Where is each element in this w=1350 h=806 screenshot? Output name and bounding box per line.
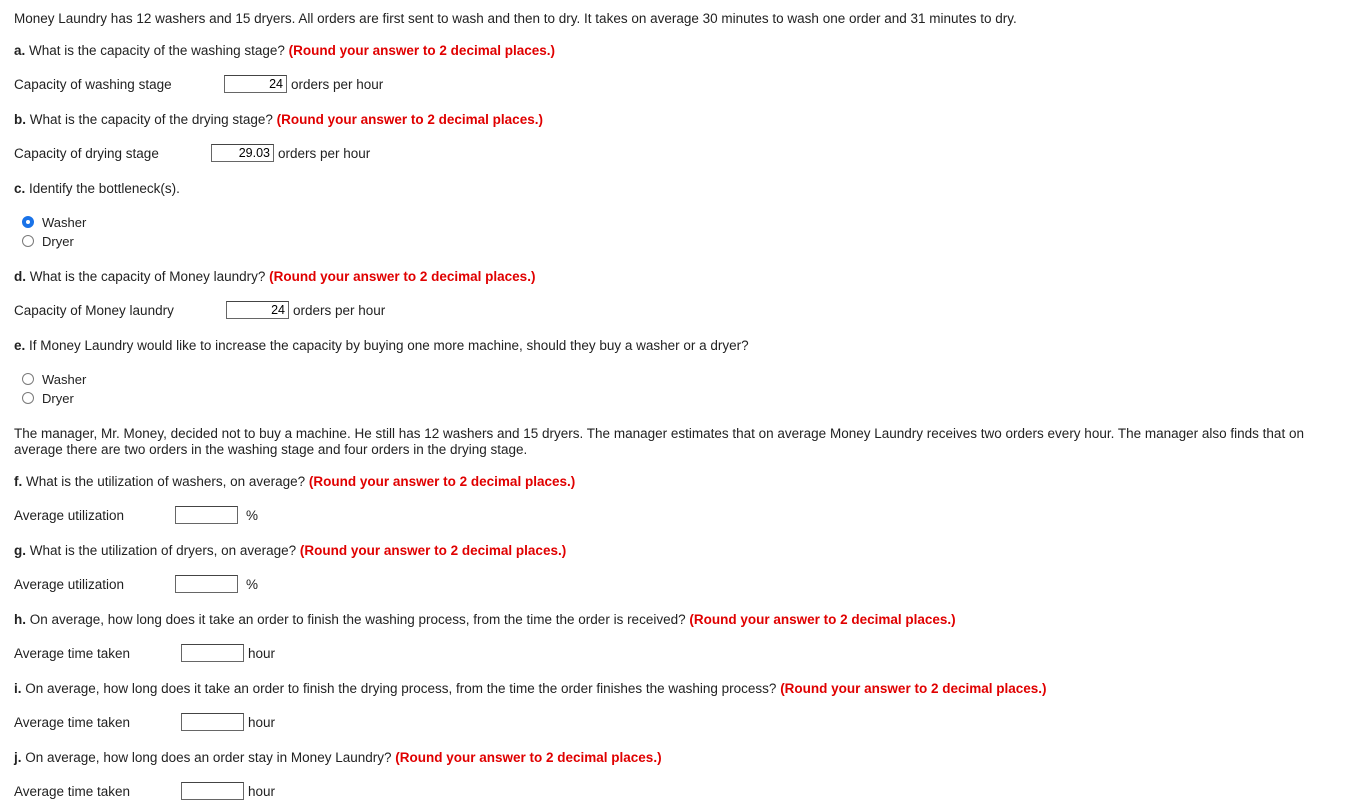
radio-e-dryer[interactable] xyxy=(22,392,34,404)
question-g-letter: g. xyxy=(14,543,26,558)
question-d xyxy=(14,269,535,285)
answer-j-label: Average time taken xyxy=(14,784,131,799)
answer-g-label: Average utilization xyxy=(14,577,125,592)
question-c-letter: c. xyxy=(14,181,26,196)
question-a-text: What is the capacity of the washing stage? xyxy=(25,43,289,58)
question-h-hint: (Round your answer to 2 decimal places.) xyxy=(689,612,956,627)
answer-h-unit: hour xyxy=(248,646,276,661)
question-b-hint: (Round your answer to 2 decimal places.) xyxy=(276,112,543,127)
question-f-hint: (Round your answer to 2 decimal places.) xyxy=(308,474,576,489)
question-j-hint: (Round your answer to 2 decimal places.) xyxy=(395,750,662,765)
question-a-hint: (Round your answer to 2 decimal places.) xyxy=(288,43,555,58)
radio-e-washer[interactable] xyxy=(22,373,34,385)
question-e-text: If Money Laundry would like to increase the capacity by buying one more machine, should they buy a washer or a dryer? xyxy=(25,338,749,353)
question-e-letter: e. xyxy=(14,338,26,353)
question-j-letter: j. xyxy=(14,750,22,765)
answer-f-input[interactable] xyxy=(175,506,238,524)
answer-g-unit: % xyxy=(246,577,259,592)
question-b-text: What is the capacity of the drying stage? xyxy=(26,112,277,127)
answer-row-h xyxy=(14,643,314,665)
option-c-washer-label: Washer xyxy=(42,215,87,230)
answer-j-unit: hour xyxy=(248,784,276,799)
answer-row-f xyxy=(14,505,314,527)
question-j-text: On average, how long does an order stay in Money Laundry? xyxy=(21,750,396,765)
question-i-text: On average, how long does it take an order to finish the drying process, from the time the order finishes the washing process? xyxy=(21,681,781,696)
answer-g-input[interactable] xyxy=(175,575,238,593)
answer-b-unit: orders per hour xyxy=(278,146,371,161)
answer-row-j xyxy=(14,781,314,803)
question-h-letter: h. xyxy=(14,612,26,627)
question-j xyxy=(14,750,662,766)
intro-text: Money Laundry has 12 washers and 15 dryers. All orders are first sent to wash and then to dry. It takes on average 30 minutes to wash one order and 31 minutes to dry. xyxy=(14,11,1017,26)
question-g xyxy=(14,543,566,559)
question-b xyxy=(14,112,543,128)
question-d-hint: (Round your answer to 2 decimal places.) xyxy=(269,269,536,284)
question-a-letter: a. xyxy=(14,43,26,58)
answer-row-d xyxy=(14,300,414,322)
question-e xyxy=(14,338,749,354)
answer-b-input[interactable] xyxy=(211,144,274,162)
option-e-washer-label: Washer xyxy=(42,372,87,387)
question-b-letter: b. xyxy=(14,112,26,127)
answer-row-a xyxy=(14,74,414,96)
question-i-letter: i. xyxy=(14,681,22,696)
answer-a-input[interactable] xyxy=(224,75,287,93)
radio-c-washer[interactable] xyxy=(22,216,34,228)
answer-h-input[interactable] xyxy=(181,644,244,662)
option-e-dryer-label: Dryer xyxy=(42,391,74,406)
manager-paragraph: The manager, Mr. Money, decided not to buy a machine. He still has 12 washers and 15 dryers. The manager estimates that on average Money Laundry receives two orders every hour. The manager also finds that on average there are two orders in the washing stage and four orders in the drying stage. xyxy=(14,426,1304,457)
question-d-letter: d. xyxy=(14,269,26,284)
answer-i-label: Average time taken xyxy=(14,715,131,730)
question-g-text: What is the utilization of dryers, on average? xyxy=(26,543,300,558)
radio-c-dryer[interactable] xyxy=(22,235,34,247)
question-f xyxy=(14,474,575,490)
question-i-hint: (Round your answer to 2 decimal places.) xyxy=(780,681,1047,696)
answer-d-input[interactable] xyxy=(226,301,289,319)
option-c-dryer-label: Dryer xyxy=(42,234,74,249)
answer-a-label: Capacity of washing stage xyxy=(14,77,172,92)
answer-f-unit: % xyxy=(246,508,259,523)
question-h-text: On average, how long does it take an order to finish the washing process, from the time the order is received? xyxy=(26,612,690,627)
answer-h-label: Average time taken xyxy=(14,646,131,661)
answer-row-i xyxy=(14,712,314,734)
question-i xyxy=(14,681,1047,697)
question-d-text: What is the capacity of Money laundry? xyxy=(26,269,270,284)
answer-row-b xyxy=(14,143,414,165)
question-f-letter: f. xyxy=(14,474,23,489)
answer-d-label: Capacity of Money laundry xyxy=(14,303,174,318)
question-c xyxy=(14,181,180,197)
answer-b-label: Capacity of drying stage xyxy=(14,146,159,161)
question-h xyxy=(14,612,956,628)
answer-row-g xyxy=(14,574,314,596)
question-c-text: Identify the bottleneck(s). xyxy=(25,181,180,196)
question-a xyxy=(14,43,555,59)
answer-i-input[interactable] xyxy=(181,713,244,731)
answer-i-unit: hour xyxy=(248,715,276,730)
question-g-hint: (Round your answer to 2 decimal places.) xyxy=(299,543,567,558)
answer-f-label: Average utilization xyxy=(14,508,125,523)
question-f-text: What is the utilization of washers, on average? xyxy=(22,474,309,489)
answer-j-input[interactable] xyxy=(181,782,244,800)
answer-a-unit: orders per hour xyxy=(291,77,384,92)
answer-d-unit: orders per hour xyxy=(293,303,386,318)
